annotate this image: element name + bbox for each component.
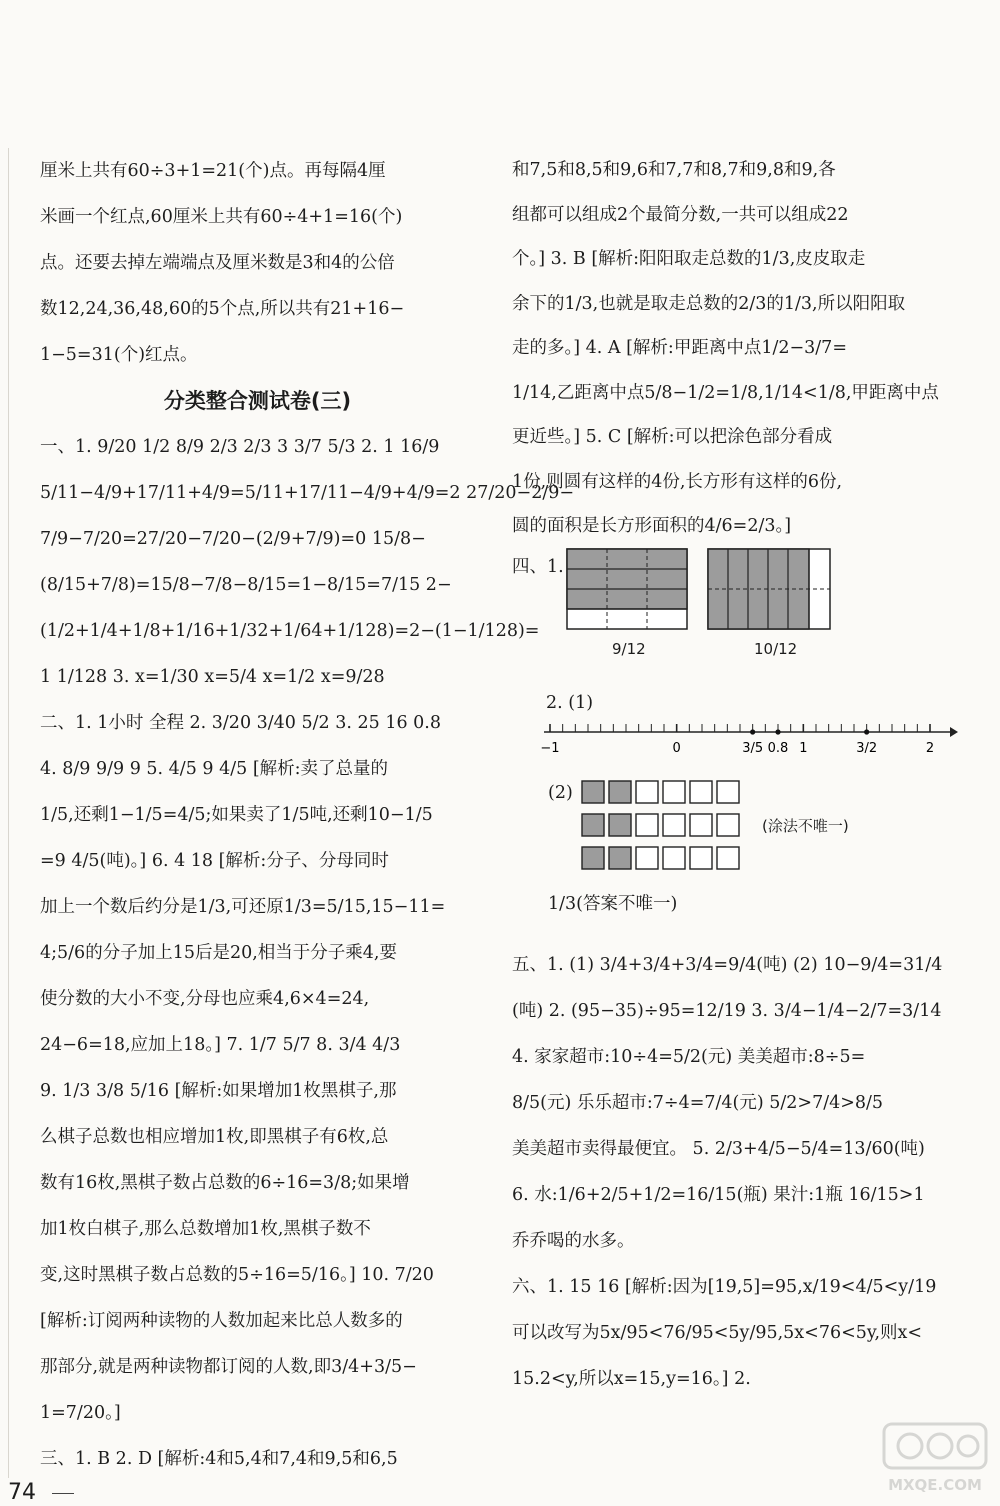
right-column-bottom (512, 942, 960, 1402)
square-grid-figure (580, 779, 750, 875)
right-column-bottom-line: 乔乔喝的水多。 (512, 1231, 635, 1251)
watermark-text: MXQE.COM (888, 1476, 982, 1494)
page-number: 74 (8, 1480, 36, 1505)
right-column-top-line: 1/14,乙距离中点5/8−1/2=1/8,1/14<1/8,甲距离中点 (512, 382, 939, 403)
empty-square (690, 781, 712, 803)
empty-square (717, 781, 739, 803)
right-column-top-line: 走的多。] 4. A [解析:甲距离中点1/2−3/7= (512, 338, 847, 358)
left-column-line: =9 4/5(吨)。] 6. 4 18 [解析:分子、分母同时 (40, 851, 389, 871)
shaded-square (582, 847, 604, 869)
number-line-point (775, 729, 780, 734)
left-column-line: 1/5,还剩1−1/5=4/5;如果卖了1/5吨,还剩10−1/5 (40, 805, 433, 825)
page-gutter-line (8, 148, 9, 1478)
left-column-line: 24−6=18,应加上18。] 7. 1/7 5/7 8. 3/4 4/3 (40, 1035, 401, 1055)
number-line-label: 2 (925, 741, 935, 756)
left-column-line: 1=7/20。] (40, 1403, 121, 1423)
page-number-rule (52, 1493, 74, 1494)
number-line-label: 1 (799, 741, 808, 756)
right-column-bottom-line: 美美超市卖得最便宜。 5. 2/3+4/5−5/4=13/60(吨) (512, 1139, 925, 1159)
number-line-arrow (950, 727, 958, 737)
shaded-square (582, 814, 604, 836)
shaded-square (609, 847, 631, 869)
right-column-top-line: 余下的1/3,也就是取走总数的2/3的1/3,所以阳阳取 (512, 293, 906, 314)
number-line-minor-ticks (550, 724, 930, 732)
left-column-line: 二、1. 1小时 全程 2. 3/20 3/40 5/2 3. 25 16 0.8 (40, 713, 441, 733)
right-column-bottom-line: 六、1. 15 16 [解析:因为[19,5]=95,x/19<4/5<y/19 (512, 1277, 937, 1297)
fig2-caption: 10/12 (754, 640, 798, 658)
left-column-line: 7/9−7/20=27/20−7/20−(2/9+7/9)=0 15/8− (40, 529, 426, 549)
right-column-bottom-line: 8/5(元) 乐乐超市:7÷4=7/4(元) 5/2>7/4>8/5 (512, 1093, 884, 1113)
grid-note: (涂法不唯一) (762, 817, 849, 835)
fig1-caption: 9/12 (612, 640, 646, 658)
left-column-line: 一、1. 9/20 1/2 8/9 2/3 2/3 3 3/7 5/3 2. 1 16/9 (40, 437, 440, 457)
right-column-bottom-line: 可以改写为5x/95<76/95<5y/95,5x<76<5y,则x< (512, 1323, 923, 1343)
left-column-line: 9. 1/3 3/8 5/16 [解析:如果增加1枚黑棋子,那 (40, 1081, 397, 1101)
right-column-top-line: 1份,则圆有这样的4份,长方形有这样的6份, (512, 471, 843, 492)
left-column-line: 米画一个红点,60厘米上共有60÷4+1=16(个) (40, 207, 403, 227)
left-column-line: 1−5=31(个)红点。 (40, 345, 198, 365)
empty-square (663, 847, 685, 869)
left-column-line: 三、1. B 2. D [解析:4和5,4和7,4和9,5和6,5 (40, 1449, 398, 1469)
left-column-line: 加1枚白棋子,那么总数增加1枚,黑棋子数不 (40, 1219, 371, 1239)
number-line-labels (540, 729, 934, 756)
shaded-square (609, 814, 631, 836)
section-four-answer: 1/3(答案不唯一) (548, 894, 678, 914)
empty-square (636, 781, 658, 803)
empty-square (690, 847, 712, 869)
left-column-line: 点。还要去掉左端端点及厘米数是3和4的公倍 (40, 253, 395, 273)
number-line-label: 3/2 (856, 741, 878, 756)
section-four-label: 四、1. (512, 557, 564, 577)
left-column-line: 加上一个数后约分是1/3,可还原1/3=5/15,15−11= (40, 897, 446, 917)
right-column-bottom-line: 6. 水:1/6+2/5+1/2=16/15(瓶) 果汁:1瓶 16/15>1 (512, 1185, 925, 1205)
empty-square (663, 814, 685, 836)
left-column-line: 数有16枚,黑棋子数占总数的6÷16=3/8;如果增 (40, 1173, 410, 1193)
number-line-point (750, 729, 755, 734)
number-line-label: 3/5 (742, 741, 764, 756)
right-column-top-line: 组都可以组成2个最简分数,一共可以组成22 (512, 204, 849, 225)
empty-square (690, 814, 712, 836)
left-column-line: 1 1/128 3. x=1/30 x=5/4 x=1/2 x=9/28 (40, 667, 385, 687)
right-column-bottom-line: 4. 家家超市:10÷4=5/2(元) 美美超市:8÷5= (512, 1047, 866, 1067)
left-column-line: 厘米上共有60÷3+1=21(个)点。再每隔4厘 (40, 161, 386, 181)
number-line-point (864, 729, 869, 734)
right-column-top-line: 个。] 3. B [解析:阳阳取走总数的1/3,皮皮取走 (512, 249, 866, 269)
number-line (540, 718, 960, 774)
watermark-logo (880, 1418, 990, 1498)
number-line-label: 0.8 (767, 741, 789, 756)
empty-square (636, 847, 658, 869)
right-column-top (512, 148, 960, 549)
left-column-line: 4;5/6的分子加上15后是20,相当于分子乘4,要 (40, 943, 397, 963)
left-column-line: 变,这时黑棋子数占总数的5÷16=5/16。] 10. 7/20 (40, 1265, 434, 1285)
left-column-line: 4. 8/9 9/9 9 5. 4/5 9 4/5 [解析:卖了总量的 (40, 759, 389, 779)
left-column-line: (8/15+7/8)=15/8−7/8−8/15=1−8/15=7/15 2− (40, 575, 452, 595)
empty-square (636, 814, 658, 836)
empty-square (717, 847, 739, 869)
number-line-label: 0 (672, 741, 681, 756)
square-grid-rows (582, 781, 739, 869)
left-column-line: 使分数的大小不变,分母也应乘4,6×4=24, (40, 989, 370, 1009)
left-column-line: 数12,24,36,48,60的5个点,所以共有21+16− (40, 299, 405, 319)
number-line-label: −1 (540, 741, 560, 756)
shaded-square (609, 781, 631, 803)
left-column-line: 分类整合测试卷(三) (163, 389, 352, 413)
right-column-bottom-line: 五、1. (1) 3/4+3/4+3/4=9/4(吨) (2) 10−9/4=31/4 (512, 955, 943, 975)
left-column-line: 么棋子总数也相应增加1枚,即黑棋子有6枚,总 (40, 1127, 389, 1147)
rectangle-ten-twelfths (708, 549, 830, 629)
left-column-line: 5/11−4/9+17/11+4/9=5/11+17/11−4/9+4/9=2 27/20−2/9− (40, 483, 575, 503)
empty-square (717, 814, 739, 836)
q2-part2-label: (2) (548, 783, 573, 803)
empty-square (663, 781, 685, 803)
fraction-rectangles-figure (566, 548, 836, 634)
rectangle-nine-twelfths (567, 549, 687, 629)
right-column-top-line: 圆的面积是长方形面积的4/6=2/3。] (512, 516, 792, 536)
shaded-square (582, 781, 604, 803)
right-column-bottom-line: (吨) 2. (95−35)÷95=12/19 3. 3/4−1/4−2/7=3/14 (512, 1001, 942, 1021)
left-column-line: [解析:订阅两种读物的人数加起来比总人数多的 (40, 1311, 403, 1331)
left-column-line: 那部分,就是两种读物都订阅的人数,即3/4+3/5− (40, 1357, 417, 1377)
left-column-line: (1/2+1/4+1/8+1/16+1/32+1/64+1/128)=2−(1−1/128)= (40, 621, 540, 641)
right-column-top-line: 更近些。] 5. C [解析:可以把涂色部分看成 (512, 427, 833, 447)
right-column-top-line: 和7,5和8,5和9,6和7,7和8,7和9,8和9,各 (512, 160, 836, 180)
q2-label: 2. (1) (546, 693, 594, 713)
right-column-bottom-line: 15.2<y,所以x=15,y=16。] 2. (512, 1369, 751, 1389)
